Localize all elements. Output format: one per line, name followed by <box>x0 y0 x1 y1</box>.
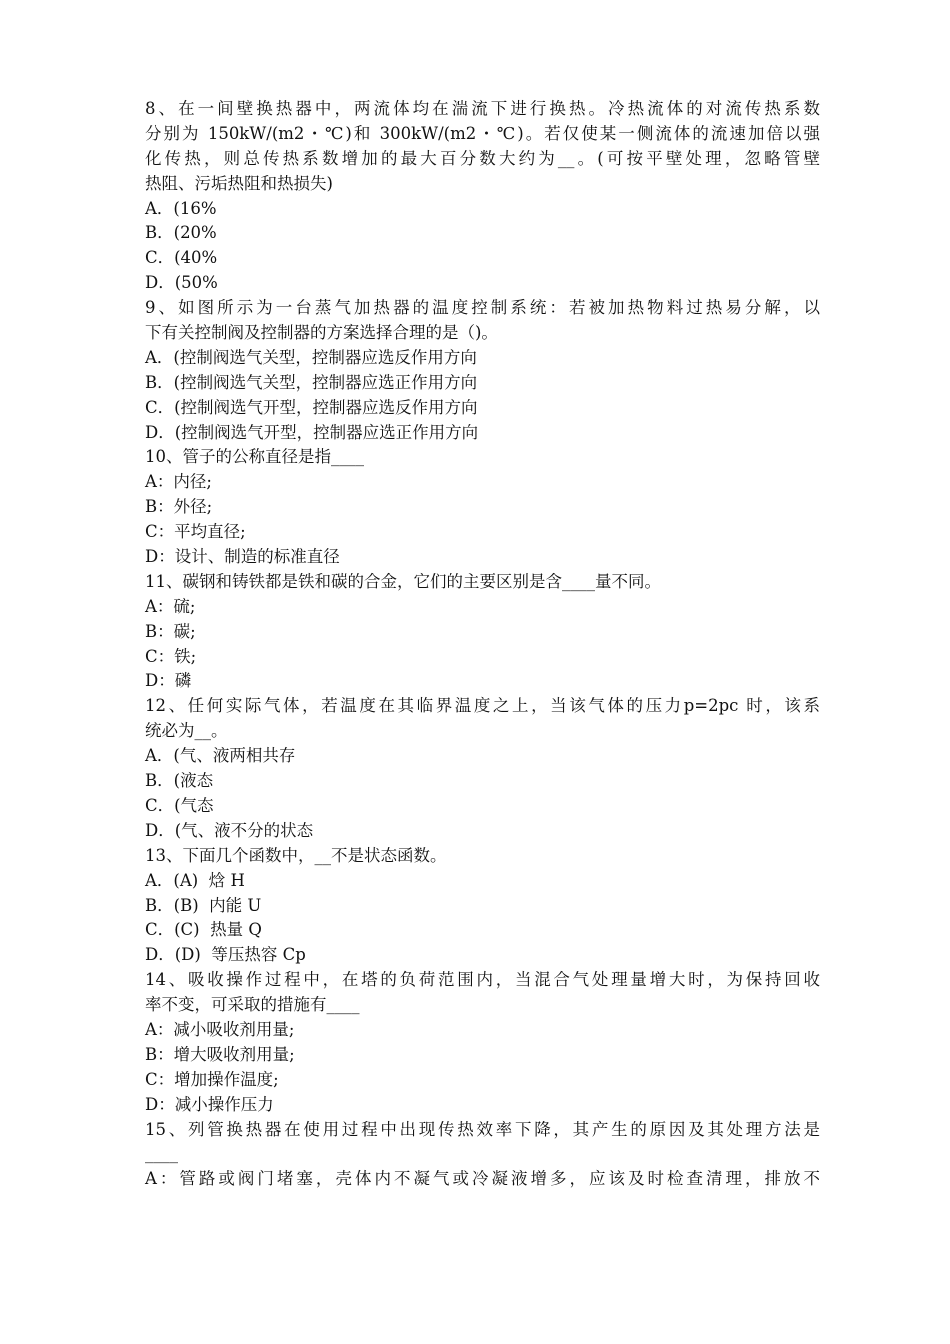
question-9-line-1: 9、如图所示为一台蒸气加热器的温度控制系统：若被加热物料过热易分解，以 <box>145 298 820 318</box>
question-8-line-2: 分别为 150kW/(m2・℃)和 300kW/(m2・℃)。若仅使某一侧流体的流速加倍以强 <box>145 123 820 143</box>
question-8-option-b: B．(20% <box>145 223 217 243</box>
question-14-option-c: C：增加操作温度; <box>145 1069 279 1089</box>
question-13-option-d: D．(D) 等压热容 Cp <box>145 945 306 965</box>
question-11-option-a: A：硫; <box>145 596 196 616</box>
question-9-option-d: D．(控制阀选气开型，控制器应选正作用方向 <box>145 422 479 442</box>
question-10-option-b: B：外径; <box>145 497 213 517</box>
question-9-line-2: 下有关控制阀及控制器的方案选择合理的是（)。 <box>145 323 498 343</box>
question-8-line-3: 化传热，则总传热系数增加的最大百分数大约为__。(可按平壁处理，忽略管壁 <box>145 148 820 168</box>
question-12-option-b: B．(液态 <box>145 771 214 791</box>
question-8-line-1: 8、在一间壁换热器中，两流体均在湍流下进行换热。冷热流体的对流传热系数 <box>145 99 820 118</box>
question-11-option-b: B：碳; <box>145 621 196 641</box>
question-14-option-b: B：增大吸收剂用量; <box>145 1044 295 1064</box>
question-10-option-c: C：平均直径; <box>145 522 246 542</box>
question-14-line-1: 14、吸收操作过程中，在塔的负荷范围内，当混合气处理量增大时，为保持回收 <box>145 970 820 990</box>
question-15-line-2: ____ <box>145 1144 178 1164</box>
question-8-line-4: 热阻、污垢热阻和热损失) <box>145 173 333 193</box>
question-8-option-c: C．(40% <box>145 248 218 268</box>
question-9-option-a: A．(控制阀选气关型，控制器应选反作用方向 <box>145 347 477 367</box>
question-14-option-d: D：减小操作压力 <box>145 1094 274 1114</box>
question-11-option-c: C：铁; <box>145 646 197 666</box>
question-11-stem: 11、碳钢和铸铁都是铁和碳的合金，它们的主要区别是含____量不同。 <box>145 571 661 591</box>
question-10-stem: 10、管子的公称直径是指____ <box>145 447 364 467</box>
question-12-option-a: A．(气、液两相共存 <box>145 746 296 766</box>
question-13-option-c: C．(C) 热量 Q <box>145 920 262 940</box>
question-12-option-c: C．(气态 <box>145 795 214 815</box>
document-body <box>145 97 820 1192</box>
question-10-option-d: D：设计、制造的标准直径 <box>145 547 340 567</box>
question-10-option-a: A：内径; <box>145 472 212 492</box>
question-14-line-2: 率不变，可采取的措施有____ <box>145 995 360 1015</box>
question-12-line-2: 统必为__。 <box>145 721 228 741</box>
question-13-option-a: A．(A) 焓 H <box>145 870 245 890</box>
question-9-option-c: C．(控制阀选气开型，控制器应选反作用方向 <box>145 397 478 417</box>
question-11-option-d: D：磷 <box>145 671 192 691</box>
question-8-option-a: A．(16% <box>145 198 217 218</box>
question-15-option-a: A：管路或阀门堵塞，壳体内不凝气或冷凝液增多，应该及时检查清理，排放不 <box>145 1169 820 1189</box>
question-12-option-d: D．(气、液不分的状态 <box>145 820 314 840</box>
question-14-option-a: A：减小吸收剂用量; <box>145 1019 295 1039</box>
question-15-line-1: 15、列管换热器在使用过程中出现传热效率下降，其产生的原因及其处理方法是 <box>145 1119 820 1139</box>
question-13-option-b: B．(B) 内能 U <box>145 895 262 915</box>
question-13-stem: 13、下面几个函数中，__不是状态函数。 <box>145 845 447 865</box>
question-9-option-b: B．(控制阀选气关型，控制器应选正作用方向 <box>145 372 478 392</box>
question-8-option-d: D．(50% <box>145 273 218 293</box>
question-12-line-1: 12、任何实际气体，若温度在其临界温度之上，当该气体的压力p=2pc 时，该系 <box>145 696 820 716</box>
